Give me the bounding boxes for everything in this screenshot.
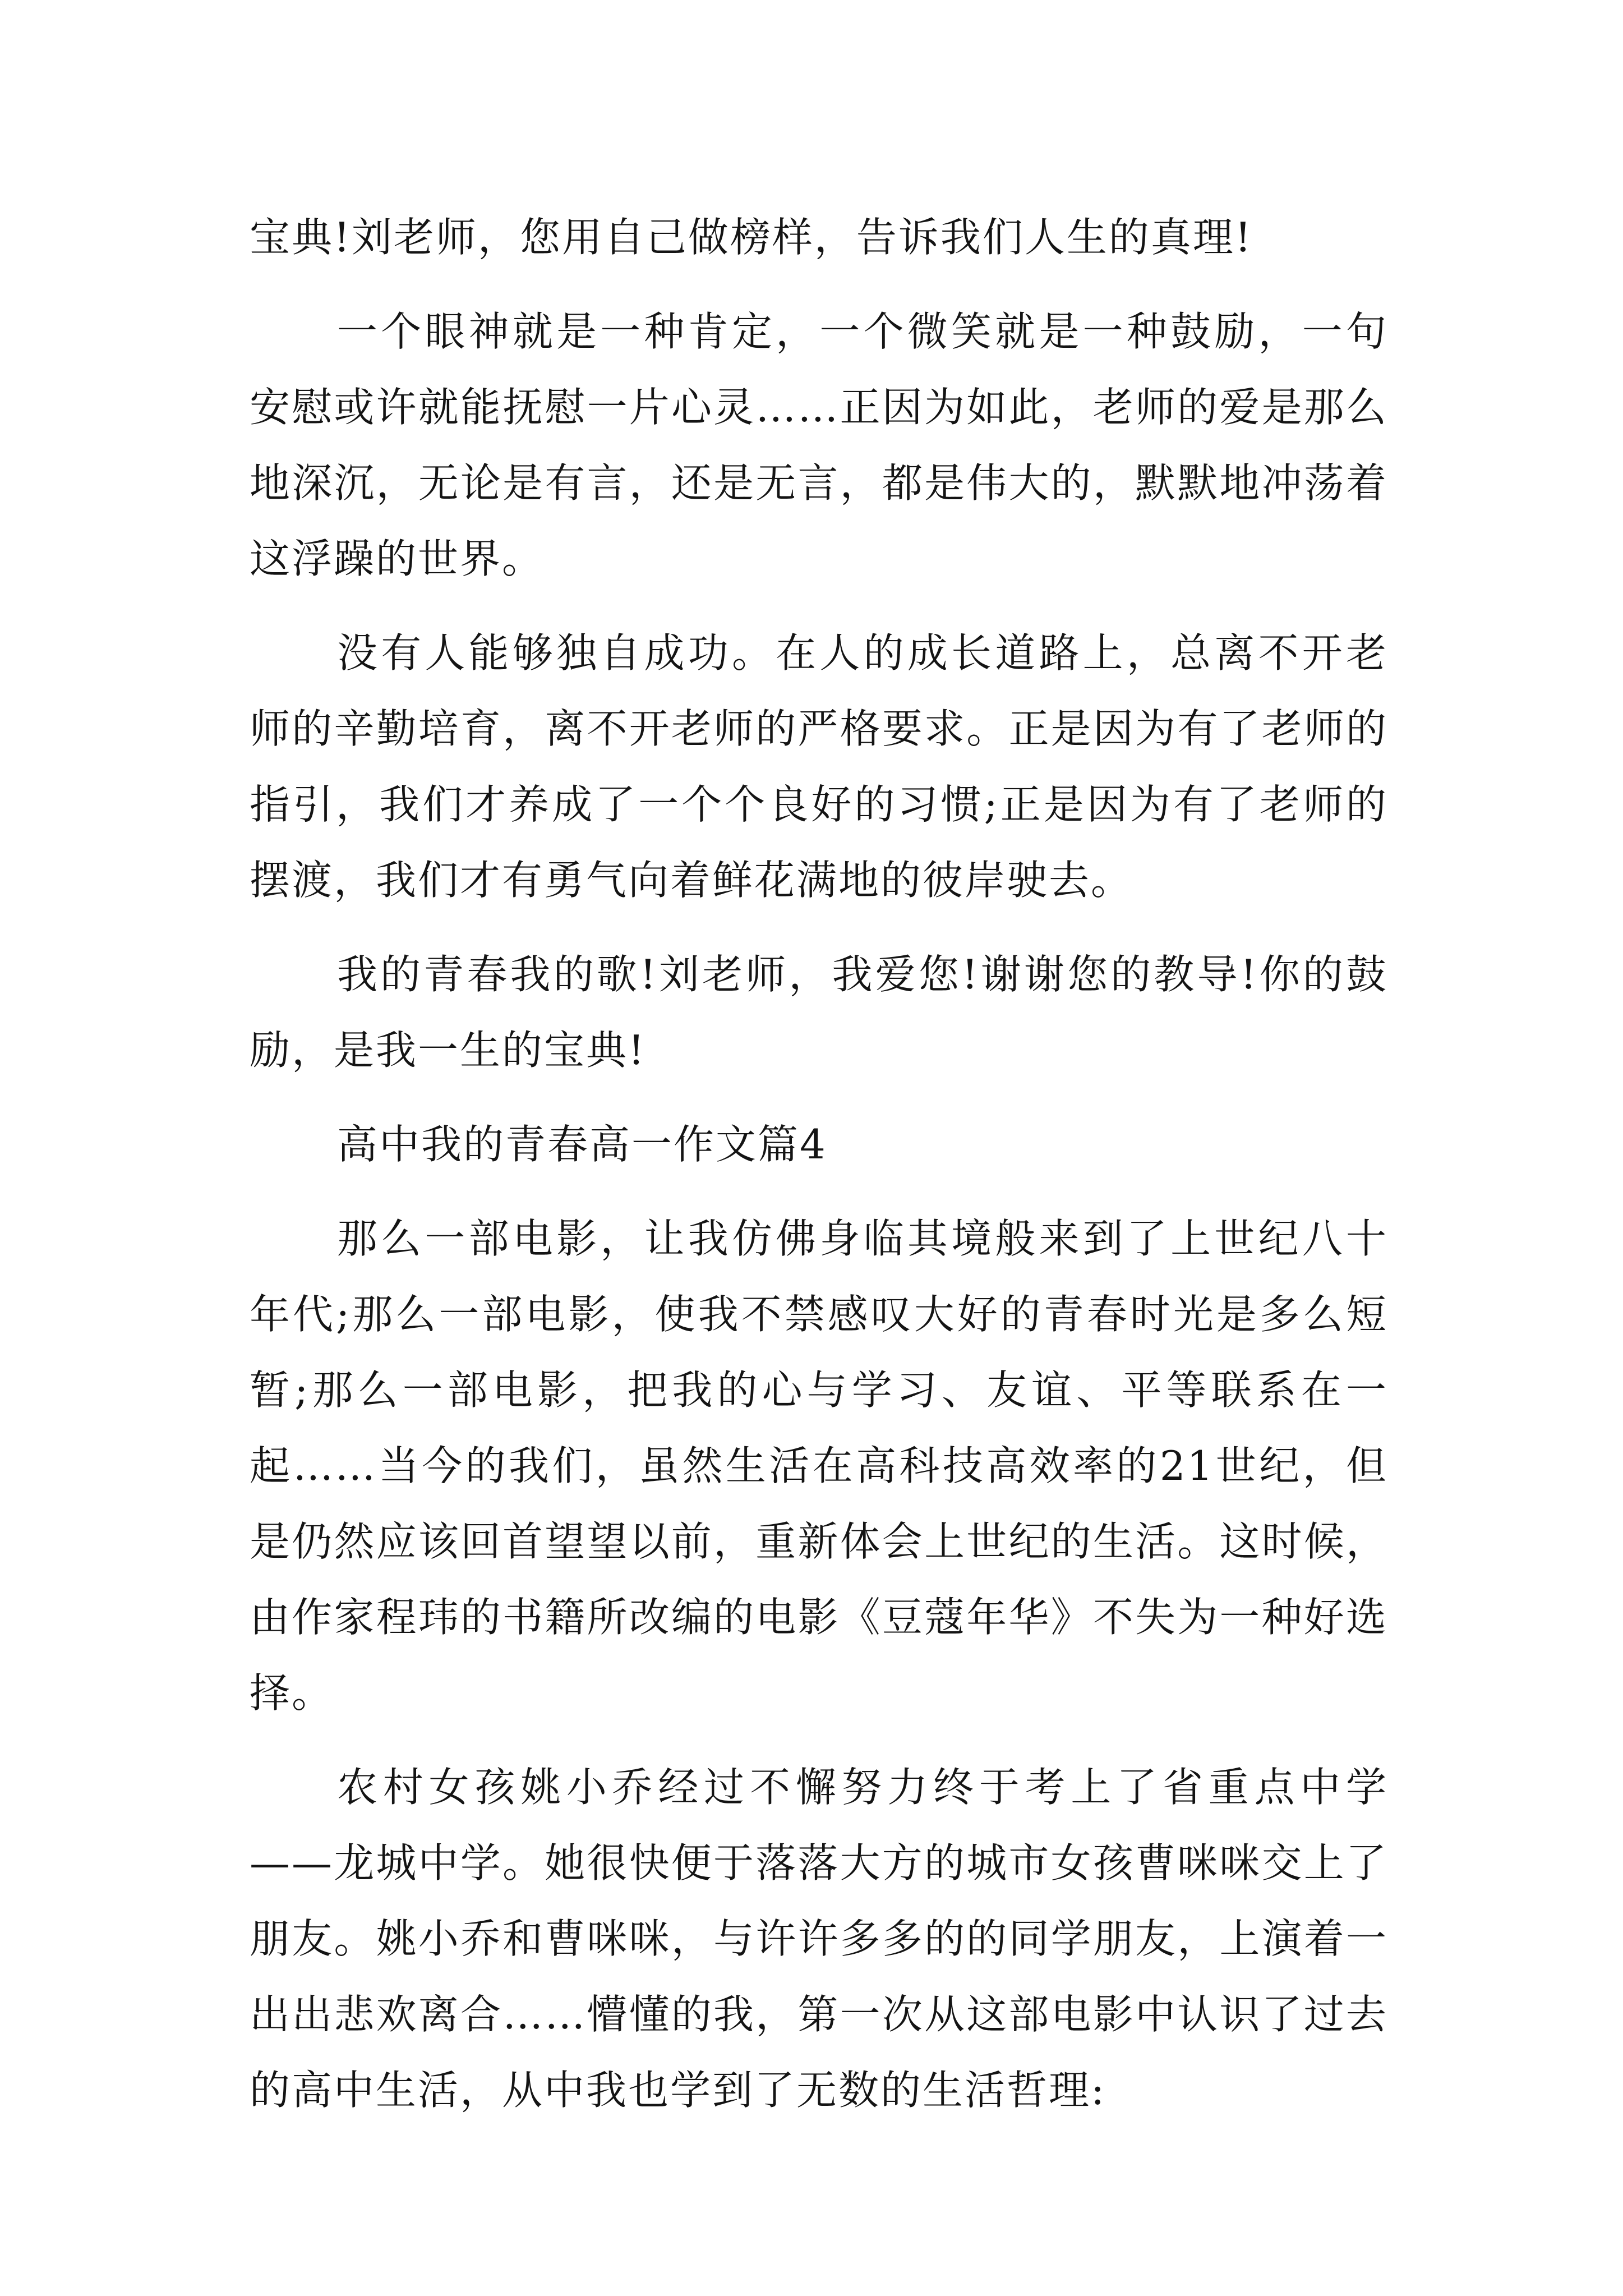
paragraph: 我的青春我的歌!刘老师，我爱您!谢谢您的教导!你的鼓励，是我一生的宝典! [250,951,1388,1074]
paragraph: 没有人能够独自成功。在人的成长道路上，总离不开老师的辛勤培育，离不开老师的严格要求。正是因为有了老师的指引，我们才养成了一个个良好的习惯;正是因为有了老师的摆渡，我们才有勇气向着鲜花满地的彼岸驶去。 [250,629,1388,904]
document-body [250,200,1388,2147]
paragraph-continuation: 宝典!刘老师，您用自己做榜样，告诉我们人生的真理! [250,214,1253,261]
section-heading: 高中我的青春高一作文篇4 [337,1121,827,1168]
paragraph: 一个眼神就是一种肯定，一个微笑就是一种鼓励，一句安慰或许就能抚慰一片心灵……正因为如此，老师的爱是那么地深沉，无论是有言，还是无言，都是伟大的，默默地冲荡着这浮躁的世界。 [250,308,1388,582]
paragraph: 农村女孩姚小乔经过不懈努力终于考上了省重点中学——龙城中学。她很快便于落落大方的城市女孩曹咪咪交上了朋友。姚小乔和曹咪咪，与许许多多的的同学朋友，上演着一出出悲欢离合……懵懂的我，第一次从这部电影中认识了过去的高中生活，从中我也学到了无数的生活哲理: [250,1764,1388,2114]
paragraph: 那么一部电影，让我仿佛身临其境般来到了上世纪八十年代;那么一部电影，使我不禁感叹大好的青春时光是多么短暂;那么一部电影，把我的心与学习、友谊、平等联系在一起……当今的我们，虽然生活在高科技高效率的21世纪，但是仍然应该回首望望以前，重新体会上世纪的生活。这时候，由作家程玮的书籍所改编的电影《豆蔻年华》不失为一种好选择。 [250,1215,1388,1717]
